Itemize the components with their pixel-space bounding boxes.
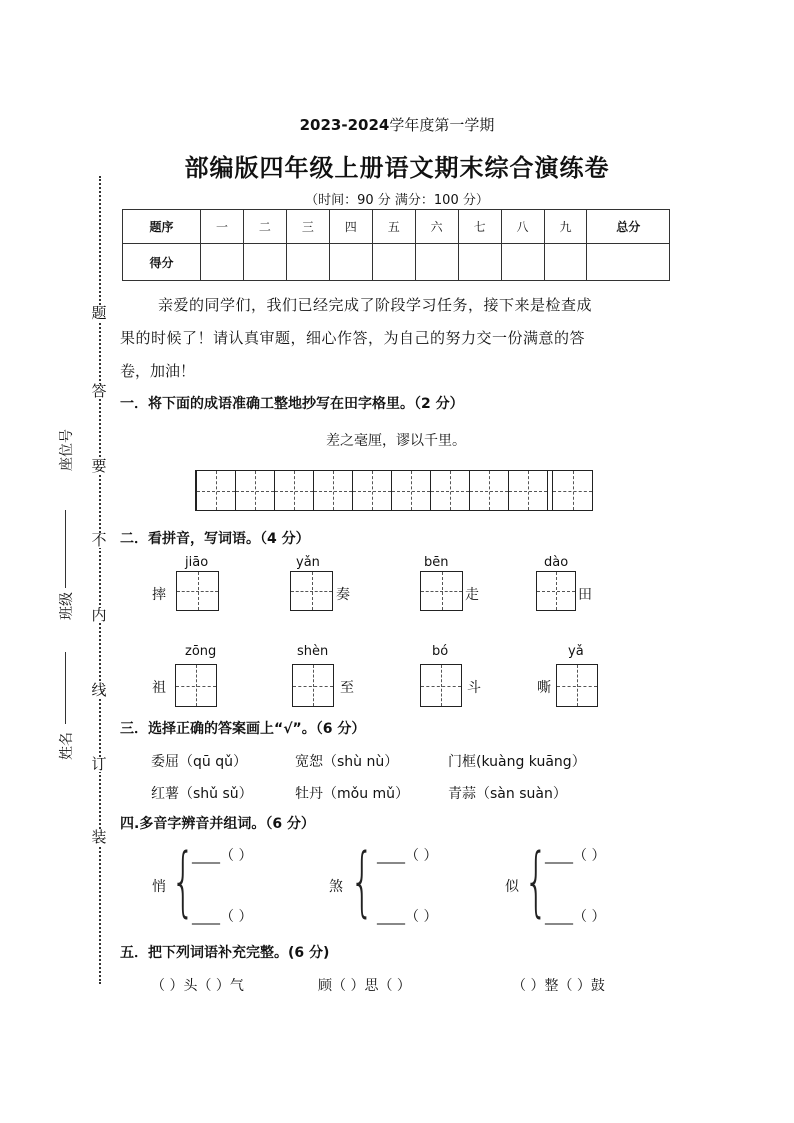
q3-title: 三．选择正确的答案画上“√”。（6 分） <box>120 721 366 737</box>
pinyin: dào <box>544 555 569 570</box>
score-table <box>122 209 670 281</box>
answer-box[interactable] <box>176 571 219 611</box>
score-cell <box>587 244 670 281</box>
pinyin: jiāo <box>185 555 209 570</box>
header-cell-9: 九 <box>544 210 587 244</box>
tian-cell[interactable] <box>552 470 593 511</box>
q4-title: 四.多音字辨音并组词。（6 分） <box>120 816 315 832</box>
class-underline <box>65 510 66 588</box>
intro-line-3: 卷，加油！ <box>120 362 196 380</box>
blank-line[interactable]: ____（ ） <box>377 848 438 864</box>
blank-line[interactable]: ____（ ） <box>545 848 606 864</box>
header-cell-5: 五 <box>372 210 415 244</box>
margin-char-ding: 订 <box>91 755 107 773</box>
tian-cell[interactable] <box>274 470 314 511</box>
score-cell <box>286 244 329 281</box>
time-info: （时间：90 分 满分：100 分） <box>305 193 489 208</box>
header-cell-4: 四 <box>329 210 372 244</box>
score-cell <box>501 244 544 281</box>
q5-item[interactable]: （ ）整（ ）鼓 <box>512 978 605 994</box>
blank-line[interactable]: ____（ ） <box>192 909 253 925</box>
score-row-label: 得分 <box>123 244 201 281</box>
score-cell <box>243 244 286 281</box>
score-cell <box>415 244 458 281</box>
q3-option[interactable]: 门框(kuàng kuāng） <box>448 754 586 770</box>
given-char: 嘶 <box>537 680 551 696</box>
score-cell <box>201 244 244 281</box>
given-char: 奏 <box>336 587 350 603</box>
answer-box[interactable] <box>175 664 217 707</box>
given-char: 摔 <box>152 587 166 603</box>
header-cell-8: 八 <box>501 210 544 244</box>
pinyin: yǎ <box>568 644 584 659</box>
brace-icon: { <box>524 836 549 925</box>
given-char: 田 <box>578 587 592 603</box>
name-underline <box>65 652 66 724</box>
margin-char-da: 答 <box>91 382 107 400</box>
tian-cell[interactable] <box>469 470 509 511</box>
q1-writing-grid <box>195 470 593 511</box>
q2-title: 二．看拼音，写词语。（4 分） <box>120 531 310 547</box>
tian-cell[interactable] <box>313 470 353 511</box>
tian-cell[interactable] <box>196 470 236 511</box>
polyphone-char: 煞 <box>329 879 343 895</box>
given-char: 走 <box>465 587 479 603</box>
answer-box[interactable] <box>420 571 463 611</box>
binding-dotted-line <box>99 176 101 984</box>
name-label: 姓名 <box>59 732 75 760</box>
seat-number-label: 座位号 <box>59 429 75 471</box>
year-range: 2023-2024 <box>299 116 390 134</box>
answer-box[interactable] <box>290 571 333 611</box>
semester-text: 学年度第一学期 <box>389 116 495 134</box>
q3-option[interactable]: 红薯（shǔ sǔ） <box>151 786 253 802</box>
margin-char-zhuang: 装 <box>91 828 107 846</box>
q3-option[interactable]: 宽恕（shù nù） <box>295 754 399 770</box>
score-cell <box>458 244 501 281</box>
margin-char-bu: 不 <box>91 531 107 549</box>
pinyin: bēn <box>424 555 449 570</box>
q5-item[interactable]: 顾（ ）思（ ） <box>318 978 411 994</box>
tian-cell[interactable] <box>391 470 431 511</box>
score-cell <box>372 244 415 281</box>
answer-box[interactable] <box>536 571 576 611</box>
intro-line-2: 果的时候了！请认真审题，细心作答，为自己的努力交一份满意的答 <box>120 329 586 347</box>
margin-char-xian: 线 <box>91 681 107 699</box>
answer-box[interactable] <box>556 664 598 707</box>
header-cell-6: 六 <box>415 210 458 244</box>
polyphone-char: 似 <box>505 879 519 895</box>
q3-option[interactable]: 青蒜（sàn suàn） <box>448 786 567 802</box>
header-cell-order: 题序 <box>123 210 201 244</box>
q1-title: 一．将下面的成语准确工整地抄写在田字格里。（2 分） <box>120 396 464 412</box>
q3-option[interactable]: 委屈（qū qǔ） <box>151 754 247 770</box>
score-cell <box>329 244 372 281</box>
header-cell-total: 总分 <box>587 210 670 244</box>
polyphone-char: 悄 <box>152 879 166 895</box>
given-char: 斗 <box>467 680 481 696</box>
blank-line[interactable]: ____（ ） <box>192 848 253 864</box>
given-char: 祖 <box>152 680 166 696</box>
class-label: 班级 <box>59 592 75 620</box>
header-cell-1: 一 <box>201 210 244 244</box>
score-table-header-row <box>123 210 670 244</box>
intro-line-1: 亲爱的同学们，我们已经完成了阶段学习任务，接下来是检查成 <box>158 296 593 314</box>
page-title: 部编版四年级上册语文期末综合演练卷 <box>184 153 610 182</box>
header-cell-3: 三 <box>286 210 329 244</box>
tian-cell[interactable] <box>352 470 392 511</box>
answer-box[interactable] <box>420 664 462 707</box>
q5-title: 五．把下列词语补充完整。(6 分) <box>120 945 330 961</box>
header-cell-2: 二 <box>243 210 286 244</box>
pinyin: yǎn <box>296 555 320 570</box>
q3-option[interactable]: 牡丹（mǒu mǔ） <box>295 786 410 802</box>
score-cell <box>544 244 587 281</box>
tian-cell[interactable] <box>508 470 548 511</box>
q1-sentence: 差之毫厘，谬以千里。 <box>326 433 466 449</box>
tian-cell[interactable] <box>235 470 275 511</box>
margin-char-ti: 题 <box>91 304 107 322</box>
blank-line[interactable]: ____（ ） <box>545 909 606 925</box>
score-table-score-row <box>123 244 670 281</box>
given-char: 至 <box>340 680 354 696</box>
answer-box[interactable] <box>292 664 334 707</box>
pinyin: shèn <box>297 644 329 659</box>
margin-char-yao: 要 <box>91 457 107 475</box>
tian-cell[interactable] <box>430 470 470 511</box>
header-cell-7: 七 <box>458 210 501 244</box>
brace-icon: { <box>350 836 375 925</box>
pinyin: bó <box>432 644 449 659</box>
brace-icon: { <box>171 836 196 925</box>
school-year-heading <box>0 114 794 135</box>
blank-line[interactable]: ____（ ） <box>377 909 438 925</box>
margin-char-nei: 内 <box>91 606 107 624</box>
pinyin: zōng <box>185 644 217 659</box>
q5-item[interactable]: （ ）头（ ）气 <box>151 978 244 994</box>
